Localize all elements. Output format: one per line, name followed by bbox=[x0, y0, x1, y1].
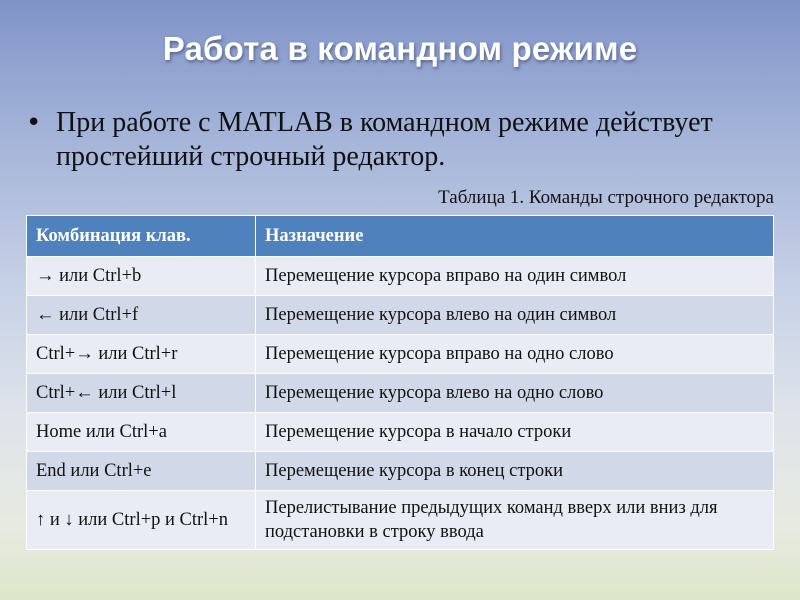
table-row bbox=[27, 335, 774, 374]
table-row bbox=[27, 296, 774, 335]
key-combination-cell: ← или Ctrl+f bbox=[27, 296, 256, 335]
key-combination-cell: End или Ctrl+e bbox=[27, 452, 256, 491]
table-caption: Таблица 1. Команды строчного редактора bbox=[438, 187, 774, 208]
key-combination-cell: → или Ctrl+b bbox=[27, 257, 256, 296]
table-header-row bbox=[27, 216, 774, 257]
bullet-text: При работе с MATLAB в командном режиме действует простейший строчный редактор. bbox=[56, 107, 713, 172]
purpose-cell: Перелистывание предыдущих команд вверх или вниз для подстановки в строку ввода bbox=[256, 491, 774, 550]
purpose-cell: Перемещение курсора влево на один символ bbox=[256, 296, 774, 335]
purpose-cell: Перемещение курсора влево на одно слово bbox=[256, 374, 774, 413]
table-row bbox=[27, 374, 774, 413]
purpose-cell: Перемещение курсора в конец строки bbox=[256, 452, 774, 491]
key-combination-cell: Ctrl+← или Ctrl+l bbox=[27, 374, 256, 413]
bullet-item bbox=[26, 106, 746, 174]
key-combination-cell: ↑ и ↓ или Ctrl+p и Ctrl+n bbox=[27, 491, 256, 550]
table-row bbox=[27, 257, 774, 296]
column-header-purpose: Назначение bbox=[256, 216, 774, 257]
commands-table-wrapper bbox=[26, 215, 773, 550]
bullet-icon: • bbox=[26, 108, 42, 138]
table-row bbox=[27, 491, 774, 550]
table-row bbox=[27, 413, 774, 452]
key-combination-cell: Home или Ctrl+a bbox=[27, 413, 256, 452]
commands-table bbox=[26, 215, 774, 550]
key-combination-cell: Ctrl+→ или Ctrl+r bbox=[27, 335, 256, 374]
purpose-cell: Перемещение курсора вправо на одно слово bbox=[256, 335, 774, 374]
purpose-cell: Перемещение курсора в начало строки bbox=[256, 413, 774, 452]
table-row bbox=[27, 452, 774, 491]
column-header-combination: Комбинация клав. bbox=[27, 216, 256, 257]
purpose-cell: Перемещение курсора вправо на один символ bbox=[256, 257, 774, 296]
slide-title: Работа в командном режиме bbox=[162, 30, 638, 67]
